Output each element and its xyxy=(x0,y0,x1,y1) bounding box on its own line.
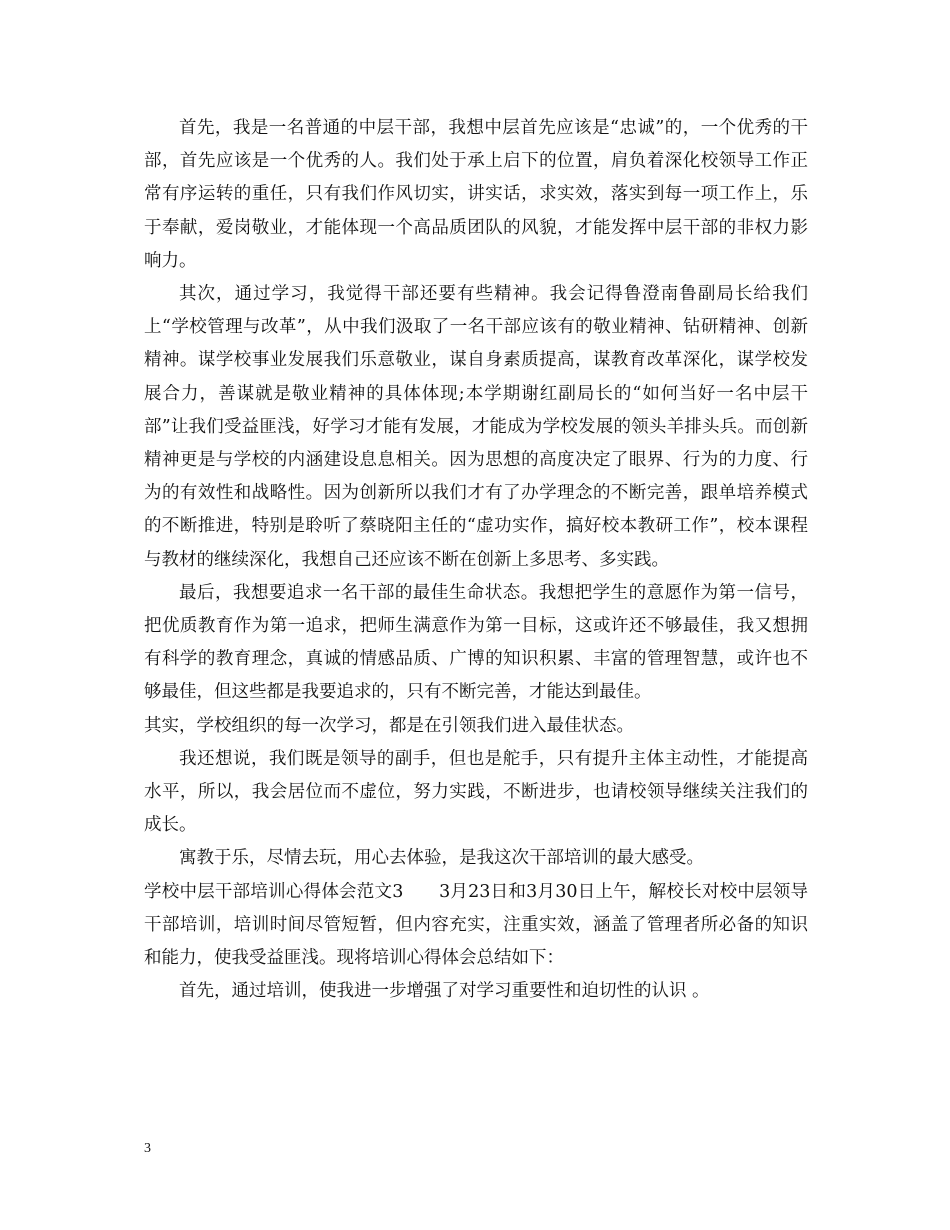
paragraph-best-state: 最后，我想要追求一名干部的最佳生命状态。我想把学生的意愿作为第一信号，把优质教育作为第一追求，把师生满意作为第一目标，这或许还不够最佳，我又想拥有科学的教育理念，真诚的情感品质、广博的知识积累、丰富的管理智慧，或许也不够最佳，但这些都是我要追求的，只有不断完善，才能达到最佳。 xyxy=(144,582,808,703)
paragraph-summary: 寓教于乐，尽情去玩，用心去体验，是我这次干部培训的最大感受。 xyxy=(179,848,704,869)
paragraph-essay-3-intro: 学校中层干部培训心得体会范文3 3月23日和3月30日上午，解校长对校中层领导干部培训，培训时间尽管短暂，但内容充实，注重实效，涵盖了管理者所必备的知识和能力，使我受益匪浅。现将培训心得体会总结如下： xyxy=(144,881,808,969)
page-number: 3 xyxy=(144,1141,151,1156)
paragraph-best-state-continued: 其实，学校组织的每一次学习，都是在引领我们进入最佳状态。 xyxy=(144,715,634,736)
paragraph-spirit: 其次，通过学习，我觉得干部还要有些精神。我会记得鲁澄南鲁副局长给我们上“学校管理与改革”，从中我们汲取了一名干部应该有的敬业精神、钻研精神、创新精神。谋学校事业发展我们乐意敬业，谋自身素质提高，谋教育改革深化，谋学校发展合力，善谋就是敬业精神的具体体现;本学期谢红副局长的“如何当好一名中层干部”让我们受益匪浅，好学习才能有发展，才能成为学校发展的领头羊排头兵。而创新精神更是与学校的内涵建设息息相关。因为思想的高度决定了眼界、行为的力度、行为的有效性和战略性。因为创新所以我们才有了办学理念的不断完善，跟单培养模式的不断推进，特别是聆听了蔡晓阳主任的“虚功实作，搞好校本教研工作”，校本课程与教材的继续深化，我想自己还应该不断在创新上多思考、多实践。 xyxy=(144,284,808,570)
document-body xyxy=(144,112,808,1008)
paragraph-first-point: 首先，通过培训，使我进一步增强了对学习重要性和迫切性的认识 。 xyxy=(179,981,710,1002)
paragraph-loyalty: 首先，我是一名普通的中层干部，我想中层首先应该是“忠诚”的，一个优秀的干部，首先应该是一个优秀的人。我们处于承上启下的位置，肩负着深化校领导工作正常有序运转的重任，只有我们作风切实，讲实话，求实效，落实到每一项工作上，乐于奉献，爱岗敬业，才能体现一个高品质团队的风貌，才能发挥中层干部的非权力影响力。 xyxy=(144,118,808,271)
paragraph-assistant: 我还想说，我们既是领导的副手，但也是舵手，只有提升主体主动性，才能提高水平，所以，我会居位而不虚位，努力实践，不断进步，也请校领导继续关注我们的成长。 xyxy=(144,748,808,836)
